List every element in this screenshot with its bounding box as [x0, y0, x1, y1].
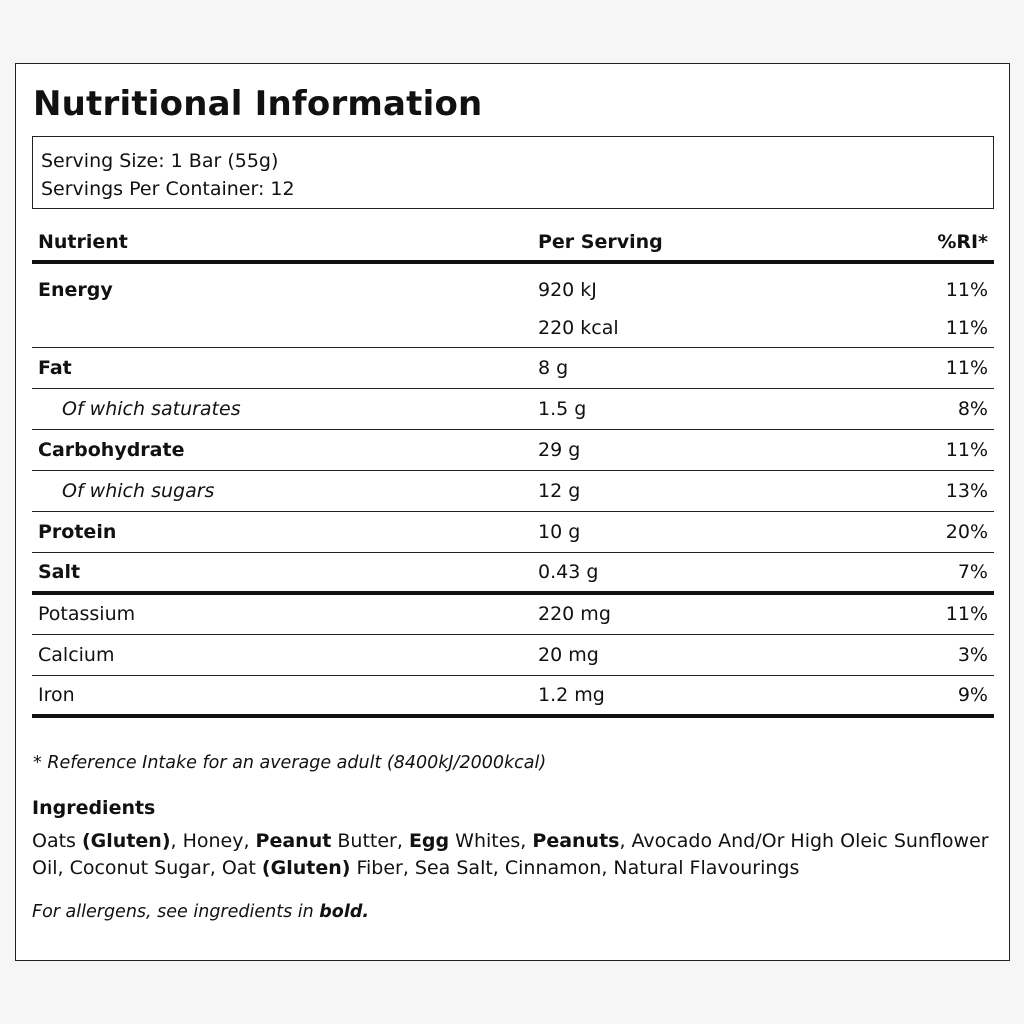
- servings-per-container: Servings Per Container: 12: [41, 178, 295, 200]
- nutrient-name: Of which saturates: [32, 388, 532, 429]
- nutrient-amount: 20 mg: [532, 634, 852, 675]
- nutrient-name: Potassium: [32, 593, 532, 634]
- header-nutrient: Nutrient: [32, 224, 532, 262]
- nutrient-ri: 11%: [852, 347, 994, 388]
- ingredient-text: Fiber, Sea Salt, Cinnamon, Natural Flavourings: [350, 857, 800, 879]
- ingredient-text: , Honey,: [170, 830, 256, 852]
- ingredients-heading: Ingredients: [32, 797, 156, 819]
- table-row: [32, 634, 994, 675]
- nutrient-amount: 220 mg: [532, 593, 852, 634]
- ingredient-text: Whites,: [449, 830, 533, 852]
- allergen-note-text: For allergens, see ingredients in: [32, 902, 320, 922]
- ingredient-text: , Avocado And/Or High Oleic Sunflower Oil, Coconut Sugar, Oat: [32, 830, 989, 879]
- nutrient-name: Calcium: [32, 634, 532, 675]
- nutrient-name: Carbohydrate: [32, 429, 532, 470]
- nutrient-amount: 12 g: [532, 470, 852, 511]
- table-row: [32, 388, 994, 429]
- allergen-text: Peanuts: [532, 830, 620, 852]
- nutrient-ri: 11%: [852, 429, 994, 470]
- nutrient-name: Energy: [38, 278, 113, 301]
- header-ri: %RI*: [852, 224, 994, 262]
- label-title: Nutritional Information: [33, 84, 483, 124]
- table-row: [32, 593, 994, 634]
- serving-box: [32, 136, 994, 209]
- table-row: [32, 552, 994, 593]
- nutrient-amount: 0.43 g: [532, 552, 852, 593]
- nutrient-ri: 7%: [852, 552, 994, 593]
- nutrient-name: Of which sugars: [32, 470, 532, 511]
- nutrient-ri: 9%: [852, 675, 994, 716]
- table-row: [32, 470, 994, 511]
- table-row: [32, 511, 994, 552]
- nutrient-amount: 29 g: [532, 429, 852, 470]
- nutrient-ri: 8%: [852, 388, 994, 429]
- nutrient-name: [32, 309, 532, 347]
- ingredient-text: Oats: [32, 830, 82, 852]
- nutrient-name: Fat: [32, 347, 532, 388]
- nutrient-amount: 220 kcal: [532, 309, 852, 347]
- nutrient-name: Iron: [32, 675, 532, 716]
- nutrient-ri: 11%: [852, 593, 994, 634]
- nutrient-ri: 11%: [852, 309, 994, 347]
- header-per-serving: Per Serving: [532, 224, 852, 262]
- table-row: [32, 347, 994, 388]
- nutrient-name: Salt: [32, 552, 532, 593]
- nutrient-amount: 920 kJ: [538, 278, 597, 301]
- table-header-row: [32, 224, 994, 262]
- allergen-note-bold: bold.: [319, 902, 370, 922]
- allergen-text: Egg: [408, 830, 450, 852]
- nutrient-name: Protein: [32, 511, 532, 552]
- serving-size: Serving Size: 1 Bar (55g): [41, 150, 279, 172]
- ingredient-text: Butter,: [331, 830, 409, 852]
- nutrition-table: [32, 224, 994, 718]
- nutrition-label: [15, 63, 1010, 961]
- table-row: [32, 309, 994, 347]
- nutrient-amount: 1.5 g: [532, 388, 852, 429]
- allergen-text: Peanut: [255, 830, 332, 852]
- ingredients-list: [32, 828, 992, 882]
- allergen-text: (Gluten): [82, 830, 171, 852]
- nutrient-ri: 11%: [945, 278, 988, 301]
- nutrient-ri: 13%: [852, 470, 994, 511]
- nutrient-ri: 20%: [852, 511, 994, 552]
- allergen-text: (Gluten): [261, 857, 351, 879]
- table-row: [32, 262, 994, 309]
- ri-footnote: * Reference Intake for an average adult (8400kJ/2000kcal): [33, 753, 547, 773]
- table-row: [32, 429, 994, 470]
- nutrient-amount: 8 g: [532, 347, 852, 388]
- nutrient-amount: 1.2 mg: [532, 675, 852, 716]
- allergen-note: [32, 902, 369, 922]
- table-row: [32, 675, 994, 716]
- nutrient-amount: 10 g: [532, 511, 852, 552]
- nutrient-ri: 3%: [852, 634, 994, 675]
